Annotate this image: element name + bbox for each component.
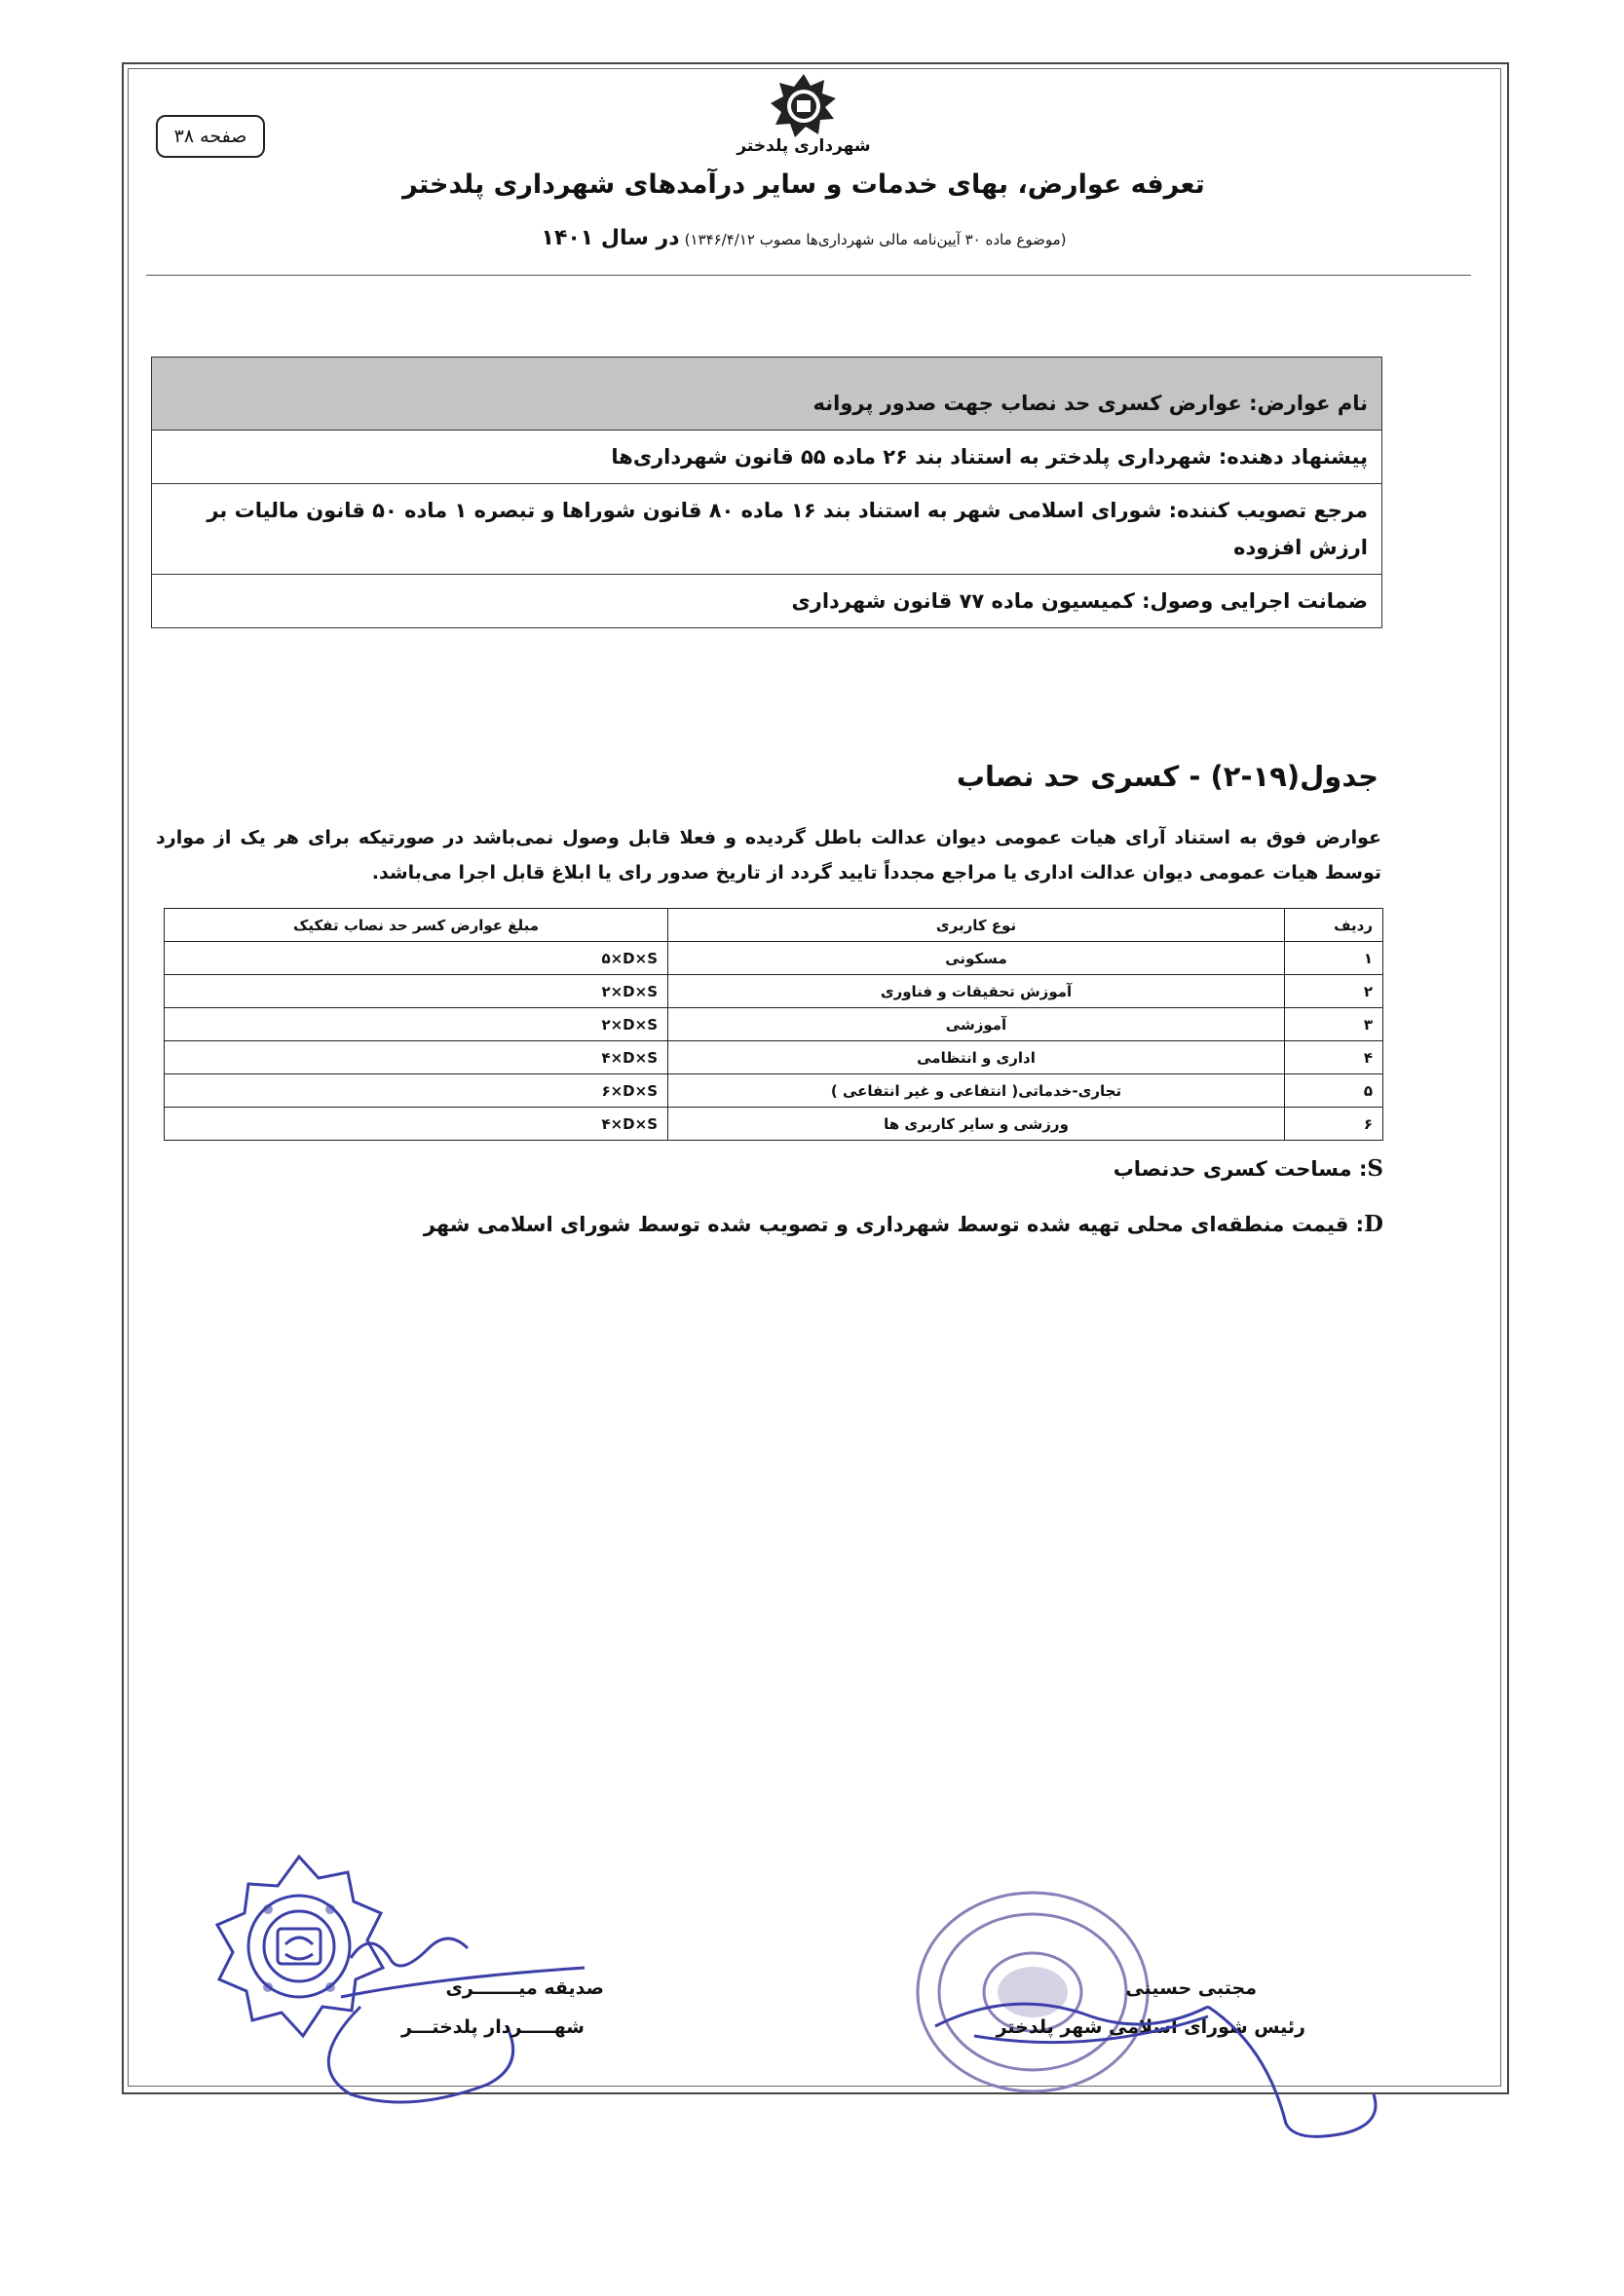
table-row (165, 1041, 1383, 1074)
table-row (165, 1074, 1383, 1108)
mayor-name: صدیقه میـــــــری (445, 1977, 604, 1999)
table-row (165, 1008, 1383, 1041)
header-radif: ردیف (1285, 909, 1383, 942)
cell-radif: ۱ (1285, 942, 1383, 975)
note-d-text: : قیمت منطقه‌ای محلی تهیه شده توسط شهرداری و تصویب شده توسط شورای اسلامی شهر (423, 1213, 1365, 1236)
cell-radif: ۲ (1285, 975, 1383, 1008)
cell-usage: اداری و انتظامی (668, 1041, 1285, 1074)
council-head-title: رئیس شورای اسلامی شهر پلدختر (996, 2016, 1305, 2038)
cell-amount: ۶×D×S (165, 1074, 668, 1108)
cell-radif: ۵ (1285, 1074, 1383, 1108)
header-usage: نوع کاربری (668, 909, 1285, 942)
council-head-name: مجتبی حسینی (1125, 1977, 1257, 1999)
cell-usage: آموزش تحقیقات و فناوری (668, 975, 1285, 1008)
municipality-emblem-icon (770, 72, 838, 140)
table-header-row (165, 909, 1383, 942)
note-d-key: D (1364, 1211, 1383, 1237)
note-s (390, 1155, 1383, 1182)
cell-amount: ۲×D×S (165, 1008, 668, 1041)
tariff-name-row: نام عوارض: عوارض کسری حد نصاب جهت صدور پروانه (152, 358, 1381, 431)
document-subtitle (292, 226, 1315, 250)
tariff-table (164, 908, 1383, 1141)
header-divider (146, 275, 1471, 276)
section-title: جدول(۱۹-۲) - کسری حد نصاب (956, 760, 1379, 793)
proposer-row: پیشنهاد دهنده: شهرداری پلدختر به استناد بند ۲۶ ماده ۵۵ قانون شهرداری‌ها (152, 431, 1381, 484)
subtitle-year: در سال ۱۴۰۱ (541, 226, 680, 250)
document-title: تعرفه عوارض، بهای خدمات و سایر درآمدهای شهرداری پلدختر (402, 169, 1205, 200)
cell-usage: تجاری-خدماتی( انتفاعی و غیر انتفاعی ) (668, 1074, 1285, 1108)
cell-amount: ۴×D×S (165, 1108, 668, 1141)
cell-amount: ۲×D×S (165, 975, 668, 1008)
mayor-title: شهـــــردار پلدختـــر (401, 2016, 585, 2038)
organization-name: شهرداری پلدختر (736, 136, 871, 156)
tariff-info-box (151, 357, 1382, 628)
header-amount: مبلغ عوارض کسر حد نصاب تفکیک (165, 909, 668, 942)
cell-radif: ۶ (1285, 1108, 1383, 1141)
section-paragraph: عوارض فوق به استناد آرای هیات عمومی دیوان عدالت باطل گردیده و فعلا قابل وصول نمی‌باشد در صورتیکه برای هر یک از موارد توسط هیات عمومی دیوان عدالت اداری یا مراجع مجدداً تایید گردد از تاریخ صدور رای یا ابلاغ قابل اجرا می‌باشد. (156, 827, 1381, 884)
subtitle-reference: (موضوع ماده ۳۰ آیین‌نامه مالی شهرداری‌ها مصوب ۱۳۴۶/۴/۱۲) (684, 231, 1067, 248)
table-row (165, 942, 1383, 975)
cell-amount: ۴×D×S (165, 1041, 668, 1074)
cell-radif: ۴ (1285, 1041, 1383, 1074)
note-s-key: S (1367, 1155, 1383, 1182)
cell-radif: ۳ (1285, 1008, 1383, 1041)
cell-usage: مسکونی (668, 942, 1285, 975)
table-row (165, 1108, 1383, 1141)
cell-usage: ورزشی و سایر کاربری ها (668, 1108, 1285, 1141)
page-number-badge: صفحه ۳۸ (156, 115, 265, 158)
table-row (165, 975, 1383, 1008)
guarantee-row: ضمانت اجرایی وصول: کمیسیون ماده ۷۷ قانون شهرداری (791, 589, 1368, 613)
note-s-text: : مساحت کسری حدنصاب (1113, 1157, 1368, 1181)
approver-row: مرجع تصویب کننده: شورای اسلامی شهر به استناد بند ۱۶ ماده ۸۰ قانون شوراها و تبصره ۱ ماده ۵۰ قانون مالیات بر ارزش افزوده (152, 484, 1381, 575)
cell-usage: آموزشی (668, 1008, 1285, 1041)
note-d (390, 1211, 1383, 1237)
cell-amount: ۵×D×S (165, 942, 668, 975)
council-signature (916, 1948, 1383, 2143)
